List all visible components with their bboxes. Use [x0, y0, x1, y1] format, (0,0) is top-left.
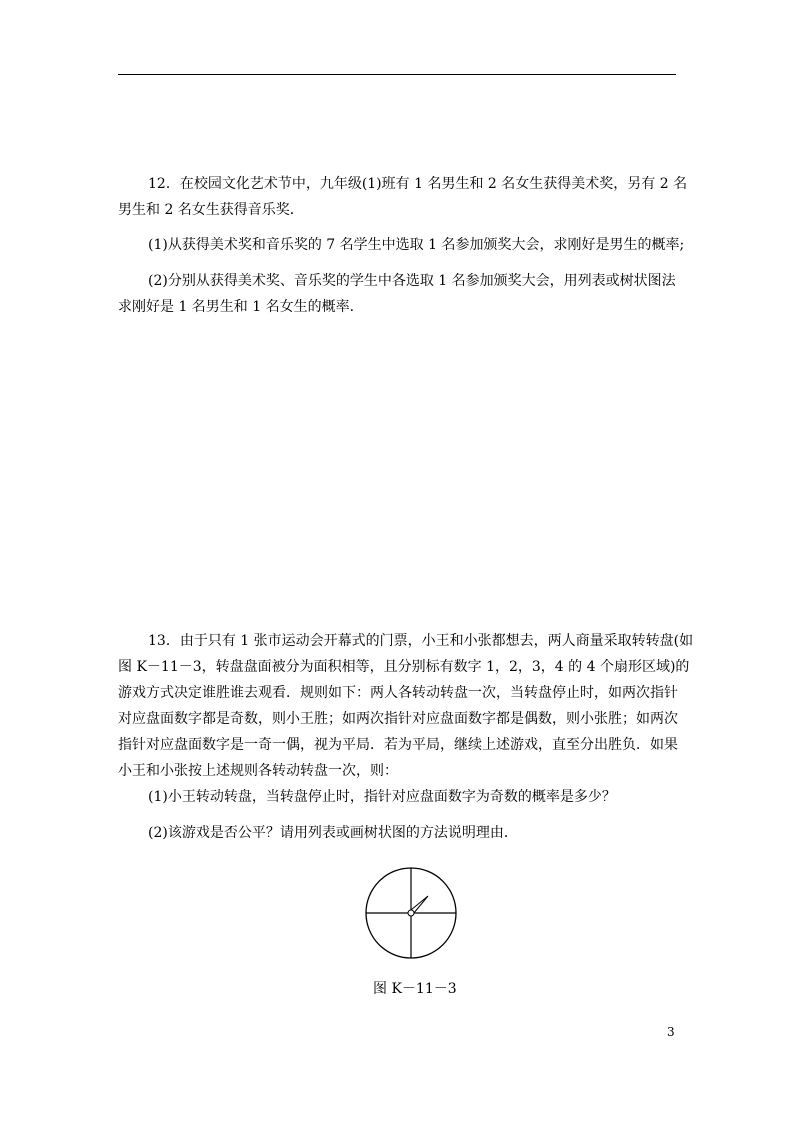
q12-part1	[118, 232, 685, 258]
figure-caption: 图 K－11－3	[373, 981, 457, 997]
q13-part1	[118, 784, 678, 810]
q13-stem-line-4: 对应盘面数字都是奇数，则小王胜；如两次指针对应盘面数字都是偶数，则小张胜；如两次	[118, 711, 678, 727]
q13-stem-line-1: 13．由于只有 1 张市运动会开幕式的门票，小王和小张都想去，两人商量采取转转盘(如	[148, 633, 694, 649]
q13-stem-line-2: 图 K－11－3，转盘盘面被分为面积相等，且分别标有数字 1，2，3，4 的 4 个扇形区域)的	[118, 659, 690, 675]
spinner-figure	[364, 866, 458, 960]
q12-stem	[118, 171, 688, 223]
q12-part2	[118, 268, 678, 320]
q12-part2-line-1: (2)分别从获得美术奖、音乐奖的学生中各选取 1 名参加颁奖大会，用列表或树状图法	[148, 273, 676, 289]
page-number: 3	[667, 1025, 675, 1039]
spinner-hub	[408, 910, 414, 916]
q13-part2	[118, 820, 678, 846]
q12-stem-line-1: 12．在校园文化艺术节中，九年级(1)班有 1 名男生和 2 名女生获得美术奖，另有 2 名	[148, 176, 688, 192]
q13-stem-line-3: 游戏方式决定谁胜谁去观看．规则如下：两人各转动转盘一次，当转盘停止时，如两次指针	[118, 685, 678, 701]
q13-stem-line-5: 指针对应盘面数字是一奇一偶，视为平局．若为平局，继续上述游戏，直至分出胜负．如果	[118, 737, 678, 753]
q13-stem	[118, 628, 694, 784]
q13-stem-line-6: 小王和小张按上述规则各转动转盘一次，则：	[118, 763, 398, 779]
q13-part2-line: (2)该游戏是否公平？请用列表或画树状图的方法说明理由．	[148, 825, 518, 841]
header-rule	[118, 74, 676, 75]
q12-part2-line-2: 求刚好是 1 名男生和 1 名女生的概率．	[118, 299, 364, 315]
q12-part1-line: (1)从获得美术奖和音乐奖的 7 名学生中选取 1 名参加颁奖大会，求刚好是男生的概率;	[148, 237, 685, 253]
q13-part1-line: (1)小王转动转盘，当转盘停止时，指针对应盘面数字为奇数的概率是多少？	[148, 789, 616, 805]
q12-stem-line-2: 男生和 2 名女生获得音乐奖．	[118, 202, 304, 218]
